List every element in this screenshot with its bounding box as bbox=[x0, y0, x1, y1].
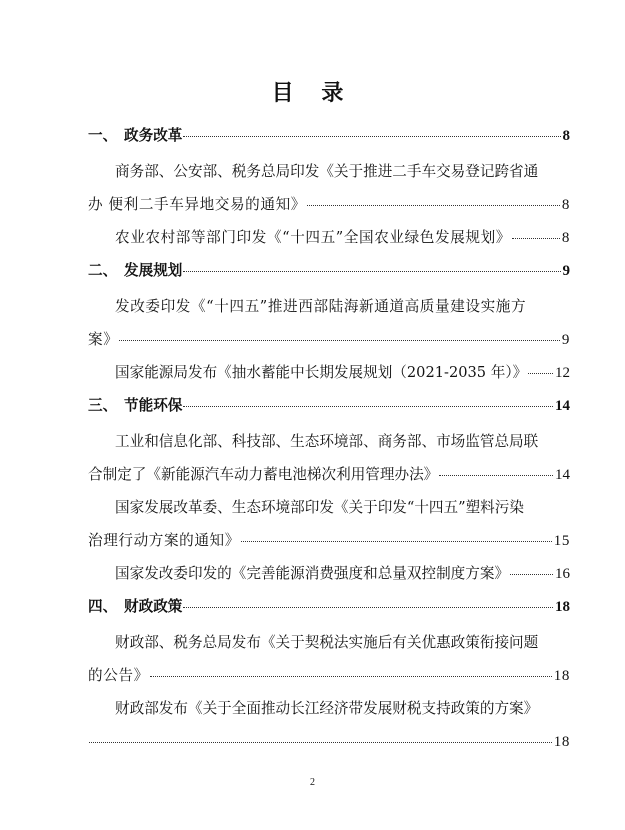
page-title: 目 录 bbox=[271, 81, 354, 106]
dot-leader bbox=[307, 205, 560, 206]
entry-text-cont: 案》 bbox=[88, 331, 119, 348]
entry-text: 发改委印发《“十四五”推进西部陆海新通道高质量建设实施方 bbox=[115, 298, 527, 315]
toc-entry-4[interactable] bbox=[115, 361, 570, 385]
page-ref: 18 bbox=[553, 734, 570, 750]
page-ref: 8 bbox=[561, 230, 570, 246]
page-ref: 12 bbox=[555, 365, 570, 381]
entry-text-cont: 办 便利二手车异地交易的通知》 bbox=[88, 196, 306, 213]
dot-leader bbox=[439, 475, 553, 476]
toc-entry-1[interactable] bbox=[88, 193, 570, 217]
dot-leader bbox=[512, 238, 560, 239]
dot-leader bbox=[150, 676, 552, 677]
toc-entry-8[interactable] bbox=[88, 664, 570, 688]
entry-text: 国家能源局发布《抽水蓄能中长期发展规划（2021-2035 年）》 bbox=[115, 364, 528, 381]
dot-leader bbox=[183, 406, 553, 407]
page-number: 2 bbox=[310, 777, 315, 788]
entry-text: 国家发展改革委、生态环境部印发《关于印发“十四五”塑料污染 bbox=[115, 499, 524, 516]
page-ref: 8 bbox=[561, 197, 570, 213]
toc-entry-5-line1[interactable] bbox=[115, 430, 570, 454]
toc-entry-6-line1[interactable] bbox=[115, 496, 570, 520]
toc-entry-6[interactable] bbox=[88, 529, 570, 553]
section-number: 四、 bbox=[88, 598, 118, 615]
entry-text: 农业农村部等部门印发《“十四五”全国农业绿色发展规划》 bbox=[115, 229, 511, 246]
page-ref: 14 bbox=[555, 398, 570, 414]
toc-entry-2[interactable] bbox=[115, 226, 570, 250]
toc-entry-5[interactable] bbox=[88, 463, 570, 487]
toc-entry-9[interactable] bbox=[88, 730, 570, 754]
table-of-contents bbox=[0, 124, 625, 754]
toc-entry-8-line1[interactable] bbox=[115, 631, 570, 655]
dot-leader bbox=[241, 541, 552, 542]
page-ref: 15 bbox=[553, 533, 570, 549]
page-ref: 16 bbox=[555, 566, 570, 582]
toc-section-1[interactable] bbox=[88, 124, 570, 148]
entry-text: 国家发改委印发的《完善能源消费强度和总量双控制度方案》 bbox=[115, 565, 510, 582]
section-number: 二、 bbox=[88, 262, 118, 279]
toc-section-3[interactable] bbox=[88, 394, 570, 418]
dot-leader bbox=[89, 742, 552, 743]
toc-entry-7[interactable] bbox=[115, 562, 570, 586]
section-title: 财政政策 bbox=[124, 598, 183, 615]
section-title: 发展规划 bbox=[124, 262, 183, 279]
section-number: 三、 bbox=[88, 397, 118, 414]
section-title: 政务改革 bbox=[124, 127, 183, 144]
dot-leader bbox=[119, 340, 560, 341]
page-ref: 8 bbox=[562, 128, 570, 144]
dot-leader bbox=[183, 271, 560, 272]
entry-text: 工业和信息化部、科技部、生态环境部、商务部、市场监管总局联 bbox=[115, 433, 539, 450]
page-ref: 14 bbox=[555, 467, 570, 483]
toc-entry-3[interactable] bbox=[88, 328, 570, 352]
toc-section-2[interactable] bbox=[88, 259, 570, 283]
toc-entry-1-line1[interactable] bbox=[115, 160, 570, 184]
dot-leader bbox=[183, 136, 560, 137]
page-ref: 9 bbox=[561, 332, 570, 348]
dot-leader bbox=[183, 607, 553, 608]
dot-leader bbox=[528, 373, 553, 374]
page-ref: 9 bbox=[562, 263, 570, 279]
entry-text: 财政部、税务总局发布《关于契税法实施后有关优惠政策衔接问题 bbox=[115, 634, 539, 651]
toc-section-4[interactable] bbox=[88, 595, 570, 619]
section-number: 一、 bbox=[88, 127, 118, 144]
page-ref: 18 bbox=[553, 668, 570, 684]
entry-text-cont: 治理行动方案的通知》 bbox=[88, 532, 240, 549]
toc-entry-3-line1[interactable] bbox=[115, 295, 570, 319]
entry-text-cont: 的公告》 bbox=[88, 667, 149, 684]
page-ref: 18 bbox=[555, 599, 570, 615]
dot-leader bbox=[510, 574, 553, 575]
entry-text: 商务部、公安部、税务总局印发《关于推进二手车交易登记跨省通 bbox=[115, 163, 539, 180]
entry-text-cont: 合制定了《新能源汽车动力蓄电池梯次利用管理办法》 bbox=[88, 466, 439, 483]
entry-text: 财政部发布《关于全面推动长江经济带发展财税支持政策的方案》 bbox=[115, 700, 539, 717]
toc-entry-9-line1[interactable] bbox=[115, 697, 570, 721]
section-title: 节能环保 bbox=[124, 397, 183, 414]
